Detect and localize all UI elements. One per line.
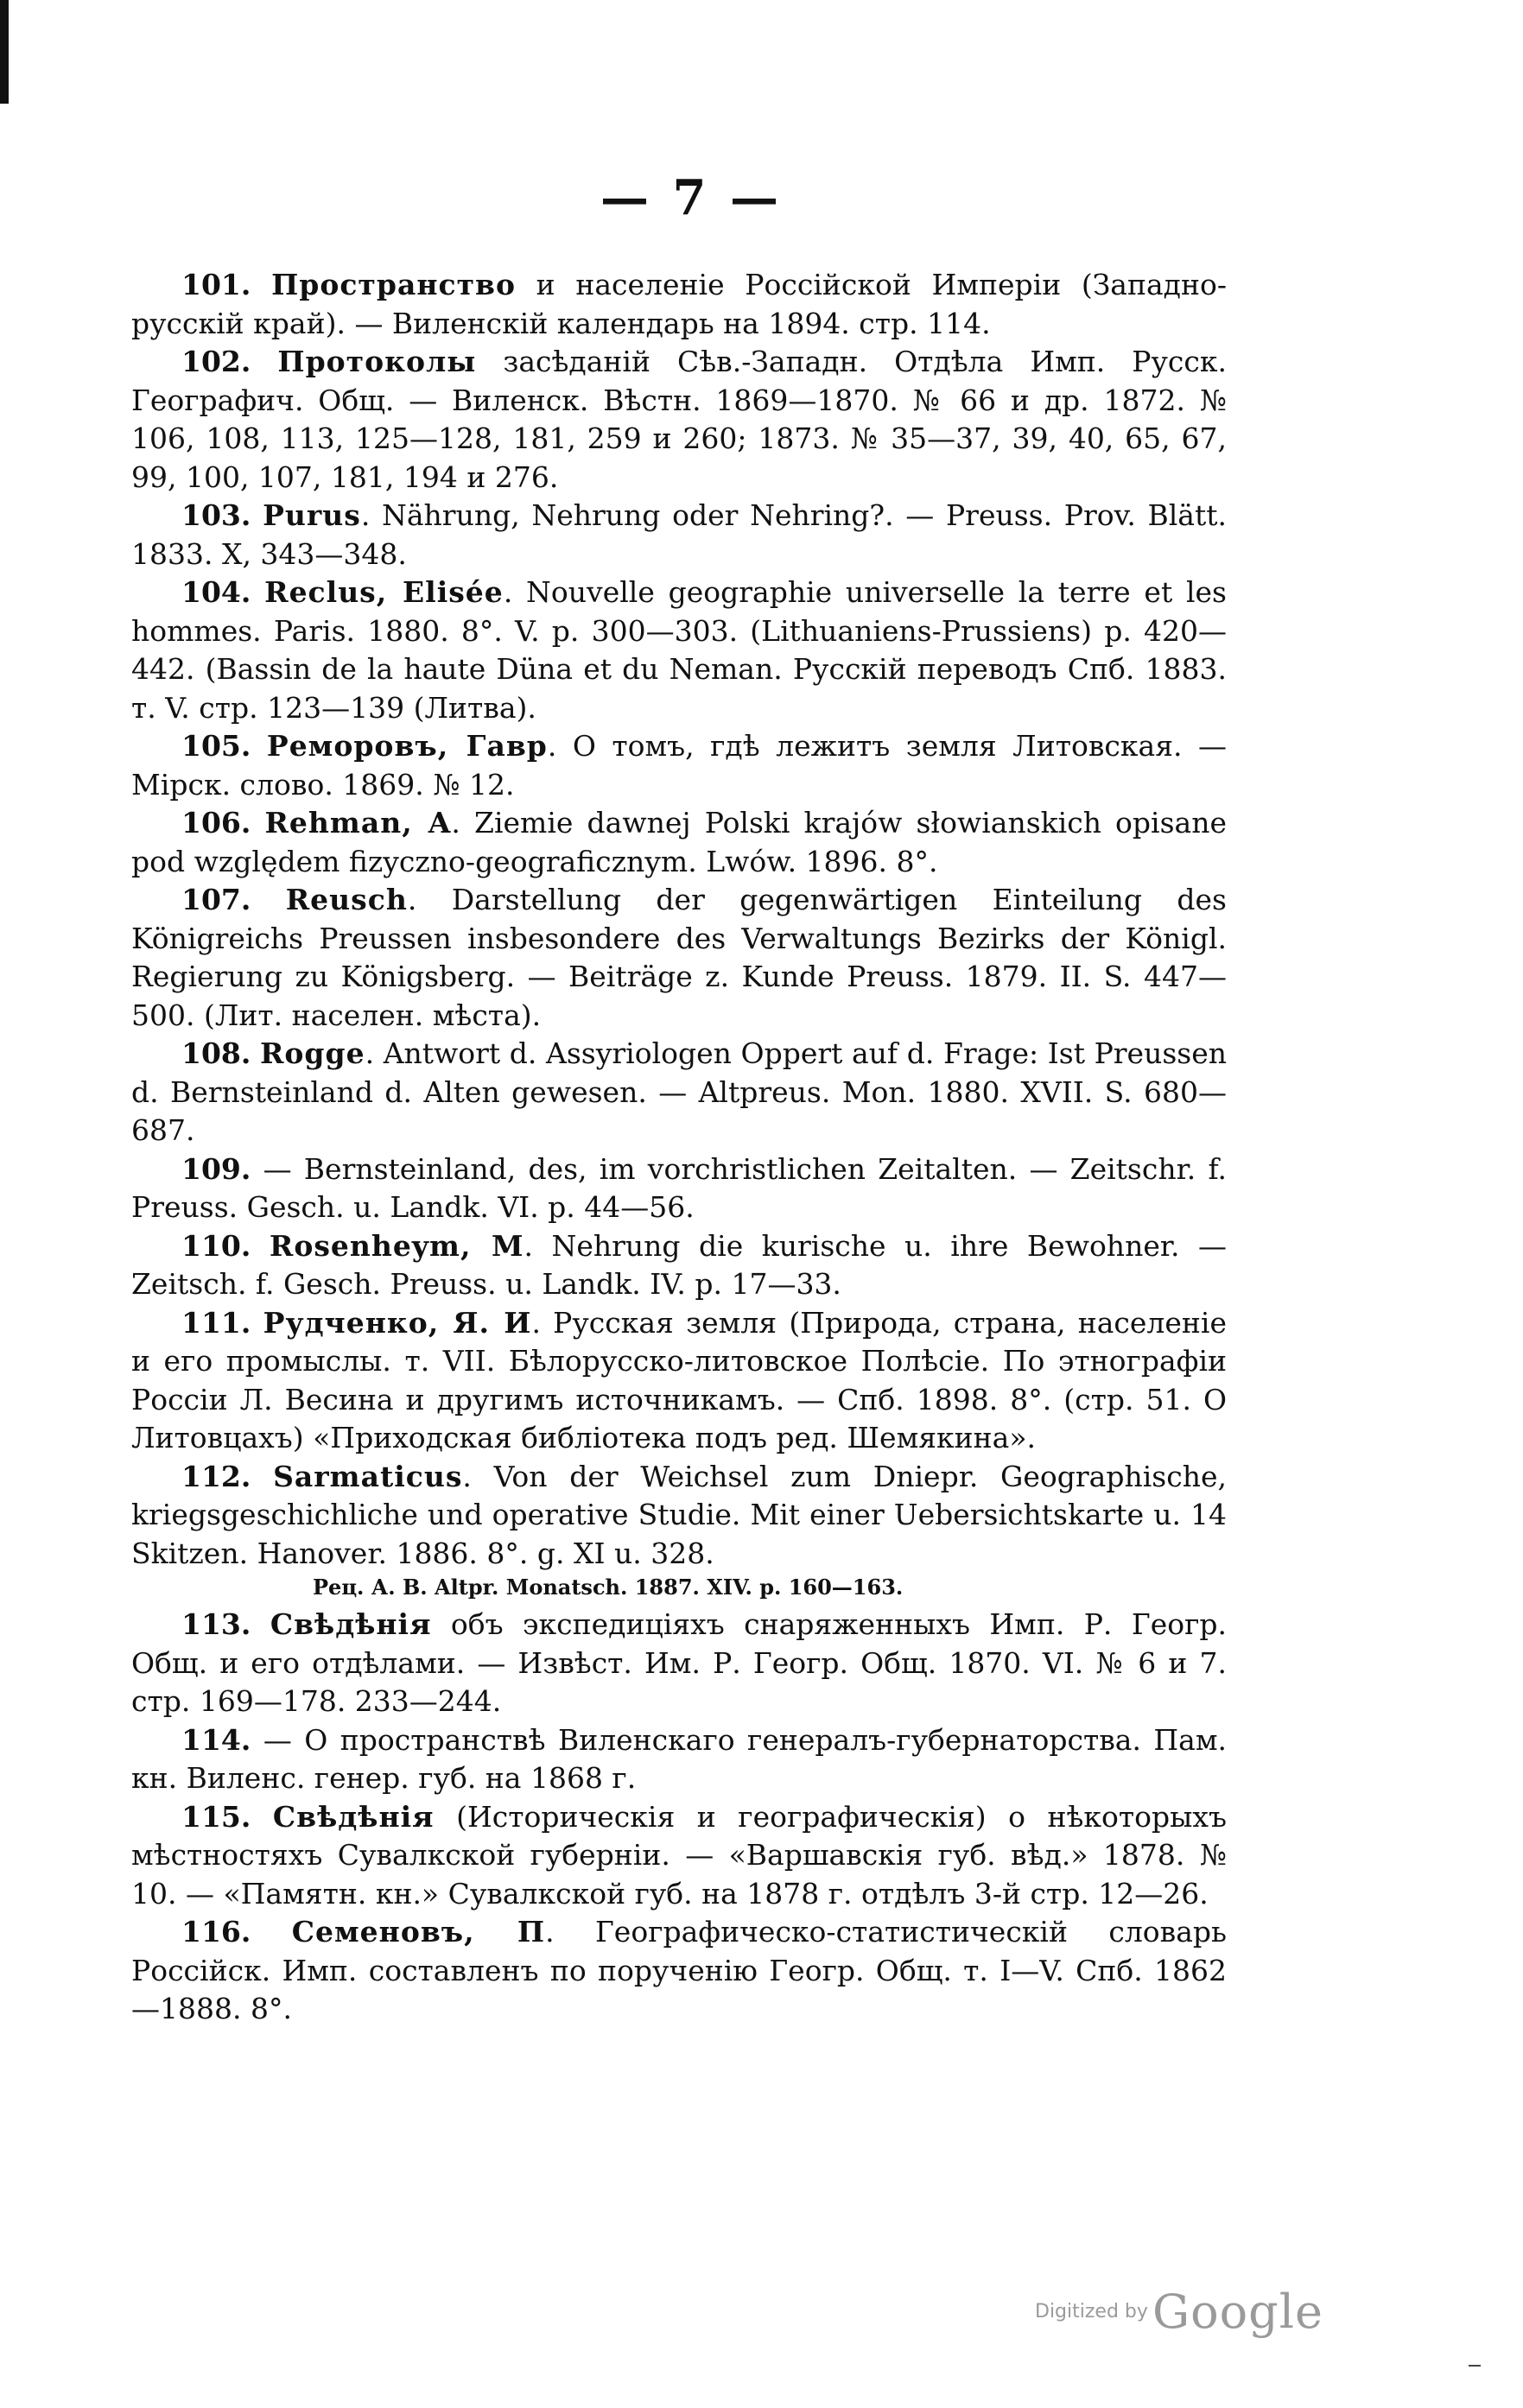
- entry-author: Sarmaticus: [273, 1459, 463, 1493]
- entry-number: 107.: [181, 883, 251, 916]
- bibliography-entry: [131, 1721, 1227, 1798]
- bibliography-entry: [131, 1458, 1227, 1574]
- entry-author: Reusch: [285, 883, 408, 916]
- bibliography-entry: [131, 1150, 1227, 1227]
- bibliography-entry: [131, 1798, 1227, 1914]
- entry-text: . О томъ, гдѣ лежитъ земля Литовская. — Мірск. слово. 1869. № 12.: [131, 729, 1227, 802]
- entry-number: 101.: [181, 268, 251, 301]
- bibliography-entry: [131, 573, 1227, 727]
- bibliography-entry: [131, 497, 1227, 573]
- entry-number: 113.: [181, 1607, 251, 1641]
- entry-author: Свѣдѣнія: [270, 1607, 432, 1641]
- entry-author: Семеновъ, П: [291, 1915, 546, 1949]
- entry-author: Реморовъ, Гавр: [266, 729, 548, 763]
- entry-number: 106.: [181, 806, 251, 840]
- entry-author: Пространство: [271, 268, 516, 301]
- entry-number: 116.: [181, 1915, 251, 1949]
- scan-tick-mark: [1469, 2365, 1481, 2367]
- entry-number: 103.: [181, 498, 251, 532]
- entry-text: . Antwort d. Assyriologen Oppert auf d. Frage: Ist Preussen d. Bernsteinland d. Alten gewesen. — Altpreus. Mon. 1880. XVII. S. 680—687.: [131, 1036, 1227, 1147]
- entry-review-note: Рец. А. В. Altpr. Monatsch. 1887. XIV. p. 160—163.: [313, 1575, 904, 1600]
- entry-text: объ экспедиціяхъ снаряженныхъ Имп. Р. Геогр. Общ. и его отдѣлами. — Извѣст. Им. Р. Геогр. Общ. 1870. VI. № 6 и 7. стр. 169—178. 233—244.: [131, 1607, 1227, 1718]
- scan-edge-mark: [0, 0, 9, 104]
- entry-text: — О пространствѣ Виленскаго генералъ-губернаторства. Пам. кн. Виленс. генер. губ. на 1868 г.: [131, 1722, 1227, 1795]
- entry-author: Reclus, Elisée: [264, 575, 504, 609]
- entry-number: 105.: [181, 729, 251, 763]
- digitized-watermark: [1035, 2284, 1323, 2339]
- entry-author: Rosenheym, M: [269, 1228, 524, 1263]
- bibliography-entry: [131, 1913, 1227, 2029]
- entry-text: (Историческія и географическія) о нѣкоторыхъ мѣстностяхъ Сувалкской губерніи. — «Варшавскія губ. вѣд.» 1878. № 10. — «Памятн. кн.» Сувалкской губ. на 1878 г. отдѣлъ 3-й стр. 12—26.: [131, 1799, 1227, 1911]
- entry-number: 114.: [181, 1722, 251, 1757]
- entry-text: — Bernsteinland, des, im vorchristlichen Zeitalten. — Zeitschr. f. Preuss. Gesch. u. Landk. VI. p. 44—56.: [131, 1151, 1227, 1224]
- entry-number: 115.: [181, 1799, 251, 1834]
- entry-text: засѣданій Сѣв.-Западн. Отдѣла Имп. Русск. Географич. Общ. — Виленск. Вѣстн. 1869—1870. № 66 и др. 1872. № 106, 108, 113, 125—128, 181, 259 и 260; 1873. № 35—37, 39, 40, 65, 67, 99, 100, 107, 181, 194 и 276.: [131, 345, 1227, 494]
- entry-number: 111.: [181, 1305, 251, 1340]
- page-number: — 7 —: [600, 169, 782, 226]
- entry-author: Rehman, A: [264, 806, 452, 840]
- entry-text: . Darstellung der gegenwärtigen Einteilung des Königreichs Preussen insbesondere des Verwaltungs Bezirks der Königl. Regierung zu Königsberg. — Beiträge z. Kunde Preuss. 1879. II. S. 447—500. (Лит. населен. мѣста).: [131, 883, 1227, 1032]
- bibliography-entry: [131, 1304, 1227, 1458]
- bibliography-entry: [131, 1606, 1227, 1721]
- entry-text: . Русская земля (Природа, страна, населеніе и его промыслы. т. VII. Бѣлорусско-литовское Полѣсіе. По этнографіи Россіи Л. Весина и другимъ источникамъ. — Спб. 1898. 8°. (стр. 51. О Литовцахъ) «Приходская библіотека подъ ред. Шемякина».: [131, 1305, 1227, 1454]
- bibliography-entry: [131, 1035, 1227, 1150]
- bibliography-entry: [131, 343, 1227, 497]
- digitized-by-text: Digitized by: [1035, 2301, 1148, 2322]
- entry-number: 109.: [181, 1151, 251, 1186]
- bibliography-entry: [131, 1227, 1227, 1304]
- entry-text: и населеніе Россійской Имперіи (Западно-русскій край). — Виленскій календарь на 1894. стр. 114.: [131, 268, 1227, 340]
- entry-text: . Nehrung die kurische u. ihre Bewohner. — Zeitsch. f. Gesch. Preuss. u. Landk. IV. p. 17—33.: [131, 1228, 1227, 1301]
- google-logo: Google: [1152, 2284, 1323, 2339]
- entry-number: 104.: [181, 575, 251, 609]
- entry-number: 112.: [181, 1459, 251, 1493]
- bibliography-entry: [131, 727, 1227, 804]
- entry-author: Протоколы: [277, 345, 477, 378]
- bibliography-entry: [131, 266, 1227, 343]
- entry-text: . Географическо-статистическій словарь Россійск. Имп. составленъ по порученію Геогр. Общ. т. I—V. Спб. 1862—1888. 8°.: [131, 1915, 1227, 2025]
- entry-number: 102.: [181, 345, 251, 378]
- entry-author: Rogge: [260, 1036, 365, 1070]
- bibliography-entry: [131, 804, 1227, 881]
- bibliography-list: [131, 266, 1227, 2029]
- entry-number: 108.: [181, 1036, 251, 1070]
- bibliography-entry: [131, 881, 1227, 1035]
- entry-text: . Von der Weichsel zum Dniepr. Geographische, kriegsgeschichliche und operative Studie. Mit einer Uebersichtskarte u. 14 Skitzen. Hanover. 1886. 8°. g. XI u. 328.: [131, 1459, 1227, 1570]
- entry-author: Свѣдѣнія: [272, 1799, 435, 1834]
- entry-author: Purus: [263, 498, 361, 532]
- entry-text: . Nährung, Nehrung oder Nehring?. — Preuss. Prov. Blätt. 1833. X, 343—348.: [131, 498, 1227, 571]
- entry-text: . Ziemie dawnej Polski krajów słowianskich opisane pod względem fizyczno-geograficznym. Lwów. 1896. 8°.: [131, 806, 1227, 878]
- entry-author: Рудченко, Я. И: [263, 1305, 532, 1340]
- entry-number: 110.: [181, 1228, 251, 1263]
- entry-text: . Nouvelle geographie universelle la terre et les hommes. Paris. 1880. 8°. V. p. 300—303. (Lithuaniens-Prussiens) p. 420—442. (Bassin de la haute Düna et du Neman. Русскій переводъ Спб. 1883. т. V. стр. 123—139 (Литва).: [131, 575, 1227, 725]
